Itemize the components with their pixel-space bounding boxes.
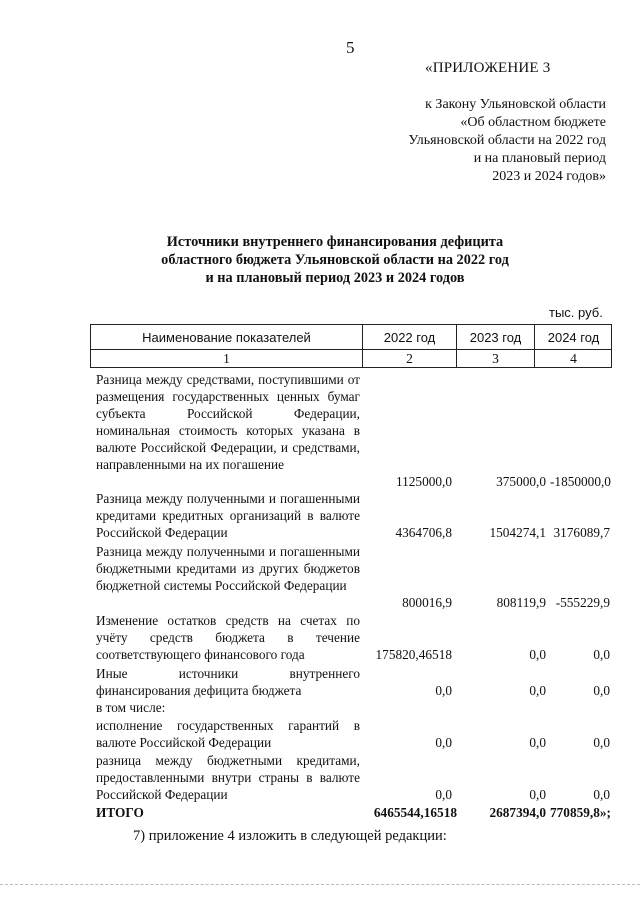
scan-edge-line: [0, 884, 640, 885]
value-2023: 808119,9: [496, 595, 546, 610]
value-2022: 0,0: [435, 735, 452, 750]
value-2023: 0,0: [529, 683, 546, 698]
value-2024: -1850000,0: [550, 474, 611, 489]
appendix-line: «Об областном бюджете: [460, 115, 606, 130]
table-row: [90, 699, 612, 716]
table-row: [90, 543, 612, 611]
column-number: 3: [456, 349, 534, 368]
appendix-title: «ПРИЛОЖЕНИЕ 3: [425, 60, 551, 76]
value-2024: 0,0: [593, 787, 610, 802]
total-label: ИТОГО: [96, 805, 144, 820]
total-2023: 2687394,0: [489, 805, 546, 820]
value-2023: 0,0: [529, 735, 546, 750]
row-name: Изменение остатков средств на счетах по учёту средств бюджета в течение соответствующего финансового года: [96, 613, 360, 662]
column-number: 1: [90, 349, 362, 368]
row-name: исполнение государственных гарантий в валюте Российской Федерации: [96, 718, 360, 750]
value-2022: 175820,46518: [375, 647, 452, 662]
appendix-line: 2023 и 2024 годов»: [492, 169, 606, 184]
value-2024: -555229,9: [555, 595, 610, 610]
row-name: разница между бюджетными кредитами, предоставленными внутри страны в валюте Российской Федерации: [96, 753, 360, 802]
table-row: [90, 752, 612, 803]
column-header-2022: 2022 год: [362, 324, 456, 349]
appendix-line: Ульяновской области на 2022 год: [408, 133, 606, 148]
value-2022: 0,0: [435, 787, 452, 802]
value-2024: 3176089,7: [553, 525, 610, 540]
value-2022: 1125000,0: [395, 474, 452, 489]
column-header-2023: 2023 год: [456, 324, 534, 349]
value-2023: 1504274,1: [489, 525, 546, 540]
header-divider: [90, 367, 612, 368]
table-row: [90, 371, 612, 490]
column-number: 2: [362, 349, 456, 368]
appendix-line: и на плановый период: [473, 151, 606, 166]
value-2024: 0,0: [593, 683, 610, 698]
row-name: Разница между полученными и погашенными бюджетными кредитами из других бюджетов бюджетной системы Российской Федерации: [96, 544, 360, 593]
heading-line: Источники внутреннего финансирования дефицита: [166, 234, 504, 250]
value-2024: 0,0: [593, 647, 610, 662]
value-2022: 800016,9: [402, 595, 452, 610]
total-2022: 6465544,16518: [373, 805, 457, 820]
column-header-2024: 2024 год: [534, 324, 612, 349]
column-header-name: Наименование показателей: [90, 324, 362, 349]
table-row: [90, 612, 612, 663]
footer-text: 7) приложение 4 изложить в следующей редакции:: [133, 828, 447, 844]
row-name: Разница между средствами, поступившими от размещения государственных ценных бумаг субъекта Российской Федерации, номинальная стоимость которых указана в валюте Российской Федерации, и средствами, направленными на их погашение: [96, 372, 360, 472]
value-2024: 0,0: [593, 735, 610, 750]
heading-line: и на плановый период 2023 и 2024 годов: [205, 270, 465, 286]
total-row: [90, 804, 612, 821]
table-row: [90, 490, 612, 541]
row-name: Разница между полученными и погашенными кредитами кредитных организаций в валюте Российской Федерации: [96, 491, 360, 540]
value-2023: 0,0: [529, 787, 546, 802]
page-number: 5: [346, 38, 355, 57]
row-name: в том числе:: [96, 700, 166, 715]
value-2022: 0,0: [435, 683, 452, 698]
appendix-subtitle: [360, 96, 606, 186]
value-2023: 0,0: [529, 647, 546, 662]
column-number: 4: [534, 349, 612, 368]
table-header: [90, 324, 612, 368]
value-2022: 4364706,8: [395, 525, 452, 540]
header-border: [611, 324, 612, 368]
table-row: [90, 717, 612, 751]
row-name: Иные источники внутреннего финансирования дефицита бюджета: [96, 666, 360, 698]
total-2024: 770859,8»;: [550, 805, 611, 820]
table-row: [90, 665, 612, 699]
appendix-line: к Закону Ульяновской области: [425, 97, 606, 112]
table-heading: [100, 233, 570, 287]
value-2023: 375000,0: [496, 474, 546, 489]
units-label: тыс. руб.: [549, 305, 603, 320]
heading-line: областного бюджета Ульяновской области на 2022 год: [161, 252, 509, 268]
